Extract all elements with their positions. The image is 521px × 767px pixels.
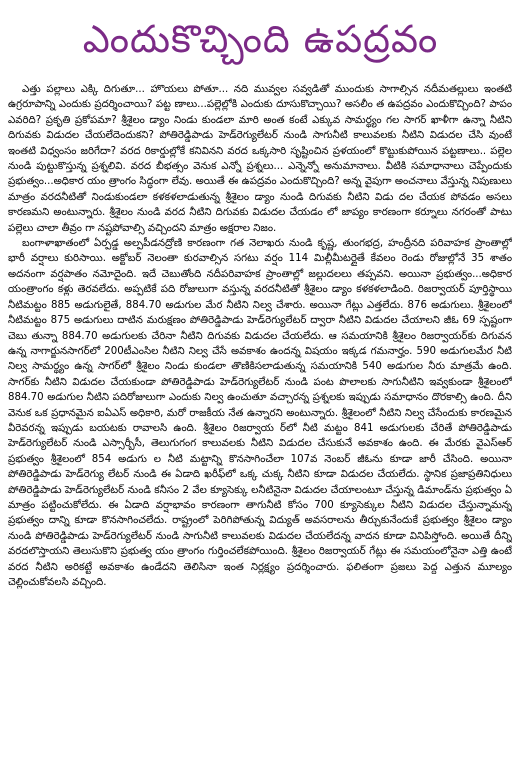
article-body bbox=[8, 82, 512, 762]
article-paragraph-2: బంగాళాఖాతంలో ఏర్పడ్డ అల్పపీడనద్రోణి కారణంగా గత నెలాఖరు నుండి కృష్ణ, తుంగభద్ర, హంద్రీనది పరివాహక ప్రాంతాల్లో భారీ వర్షాలు కురిసాయి. అక్టోబర్ నెలంతా కురవాల్సిన సగటు వర్షం 114 మిల్లీమీటర్లైతే కేవలం రెండు రోజుల్లోనే 35 శాతం అదనంగా వర్షపాతం నమోదైంది. ఇదే చెబుతోంది నదీపరివాహక ప్రాంతాల్లో జల్లుదలలు తప్పవని. అయినా ప్రభుత్వం...అధికార యంత్రాంగం కళ్లు తెరవలేదు. అప్పటికే పది రోజులుగా వస్తున్న వరదనీటితో శ్రీశైలం డ్యాం కళకళలాడింది. రిజర్వాయర్ పూర్తిస్థాయి నీటిమట్టం 885 అడుగులైతే, 884.70 అడుగుల మేర నీటిని నిల్వ చేశారు. అయినా గేట్లు ఎత్తలేదు. 876 అడుగులు. శ్రీశైలంలో నీటిమట్టం 875 అడుగులు దాటిన మరుక్షణం పోతిరెడ్డిపాడు హెడ్‌రెగ్యులేటర్ ద్వారా నీటిని విడుదల చేయాలని జీఓ 69 స్పష్టంగా చెబు తున్నా 884.70 అడుగులకు చేరినా నీటిని దిగువకు విడుదల చేయలేదు. ఆ సమయానికి శ్రీశైలం రిజర్వాయర్‌కు దిగువన ఉన్న నాగార్జునసాగర్‌లో 200టీఎంసిల నీటిని నిల్వ చేసే అవకాశం ఉందన్న విషయం ఇక్కడ గమనార్హం. 590 అడుగులమేర నీటి నిల్వ సామర్థ్యం ఉన్న సాగర్‌లో శ్రీశైలం నిండు కుండలా తొణికిసలాడుతున్న సమయానికి 540 అడుగుల నీరు మాత్రమే ఉంది. సాగర్‌కు నీటిని విడుదల చేయకుండా పోతిరెడ్డిపాడు హెడ్‌రెగ్యులేటర్ నుండి పంట పొలాలకు సాగునీటిని ఇవ్వకుండా శ్రీశైలంలో 884.70 అడుగుల నీటిని పదిరోజులుగా ఎందుకు నిల్వ ఉంచుతూ వచ్చారన్న ప్రశ్నలకు ఇప్పుడు సమాధానం దొరకాల్సి ఉంది. దీని వెనుక ఒక ప్రధానమైన ఐఏఎస్ అధికారి, మరో రాజకీయ నేత ఉన్నారని అంటున్నారు. శ్రీశైలంలో నీటిని నిల్వ చేసేందుకు కారణమైన వీరెవరన్న ఇప్పుడు బయటకు రావాలసి ఉంది. శ్రీశైలం రిజర్వాయ ర్‌లో నీటి మట్టం 841 అడుగులకు చేరితే పోతిరెడ్డిపాడు హెడ్‌రెగ్యులేటర్ నుండి ఎస్సార్బీసీ, తెలుగుగంగ కాలువలకు నీటిని విడుదల చేసుకునే అవకాశం ఉంది. ఈ మేరకు వైఎస్ఆర్ ప్రభుత్వం శ్రీశైలంలో 854 అడుగు ల నీటి మట్టాన్ని కొనసాగించేలా 107వ నెంబర్ జీఓను కూడా జారీ చేసింది. అయినా పోతిరెడ్డిపాడు హెడ్‌రెగ్యు లేటర్ నుండి ఈ ఏడాది ఖరీఫ్‌లో ఒక్క చుక్క నీటిని కూడా విడుదల చేయలేదు. స్థానిక ప్రజాప్రతినిధులు పోతిరెడ్డిపాడు హెడ్‌రెగ్యులేటర్ నుండి కనీసం 2 వేల క్యూసెక్కు లనీటినైనా విడుదల చేయాలంటూ చేస్తున్న డిమాండ్‌ను ప్రభుత్వం ఏ మాత్రం పట్టించుకోలేదు. ఈ ఏడాది వర్షాభావం కారణంగా తాగునీటి కోసం 700 క్యూసెక్కుల నీటిని విడుదల చేస్తున్నామన్న ప్రభుత్వం దాన్ని కూడా కొనసాగించలేదు. రాష్ట్రంలో పెరిగిపోతున్న విద్యుత్ అవసరాలను తీర్చుకునేందుకే ప్రభుత్వం శ్రీశైలం డ్యాం నుండి పోతిరెడ్డిపాడు హెడ్‌రెగ్యులేటర్ నుండి సాగునీటి కాలువలకు విడుదల చేయలేదన్న వాదన కూడా వినిపిస్తోంది. అయితే దీన్ని వరదలొస్తాయని తెలుసుకొని ప్రభుత్వ యం త్రాంగం గుర్తించలేకపోయింది. శ్రీశైలం రిజర్వాయర్ గేట్లు ఈ సమయంలోనైనా ఎత్తి ఉంటే వరద నీటిని అరికట్టే అవకాశం ఉండేదని తెలిసినా ఇంత నిర్లక్ష్యం ప్రదర్శించారు. ఫలితంగా ప్రజలు పెద్ద ఎత్తున మూల్యం చెల్లించుకోవలసి వచ్చింది. bbox=[8, 238, 512, 588]
headline: ఎందుకొచ్చింది ఉపద్రవం bbox=[82, 17, 439, 61]
article-paragraph-1: ఎత్తు పల్లాలు ఎక్కి దిగుతూ... హొయలు పోతూ... నది మువ్వల సవ్వడితో ముందుకు సాగాల్సిన నదీమతల్లులు ఇంతటి ఉగ్రరూపాన్ని ఎందుకు ప్రదర్శించాయి? పట్ట ణాలు...పల్లెల్లోకి ఎందుకు దూసుకొచ్చాయి? అసలీం త ఉపద్రవం ఎందుకొచ్చింది? పాపం ఎవరిది? ప్రకృతి ప్రకోపమా? శ్రీశైలం డ్యాం నిండు కుండలా మారి అంత కంటే ఎక్కువ సామర్థ్యం గల సాగర్ ఖాళీగా ఉన్నా నీటిని దిగువకు విడుదల చేయలేదెందుకని? పోతిరెడ్డిపాడు హెడ్‌రెగ్యులేటర్ నుండి సాగునీటి కాలువలకు నీటిని విడుదల చేసి వుంటే ఇంతటి విధ్వంసం జరిగేదా? వరద రికార్డుల్లోకే కనివినని వరద ఒక్కసారి సృష్టించిన ప్రళయంలో కొట్టుకుపోయిన పట్టణాలు.. పల్లెల నుండి పుట్టుకొస్తున్న ప్రశ్నలివి. వరద బీభత్సం వెనుక ఎన్నో ప్రశ్నలు... ఎన్నెన్నో అనుమానాలు. వీటికి సమాధానాలు చెప్పేందుకు ప్రభుత్వం...అధికార యం త్రాంగం సిద్ధంగా లేవు. అయితే ఈ ఉపద్రవం ఎందుకొచ్చింది? అన్న వైపుగా అంచనాలు వేస్తున్న నిపుణులు మాత్రం వరదనీటితో నిండుకుండలా కళకళలాడుతున్న శ్రీశైలం డ్యాం నుండి దిగువకు నీటిని విడు దల చేయక పోవడం అసలు కారణమని అంటున్నారు. శ్రీశైలం నుండి వరద నీటిని దిగువకు విడుదల చేయడం లో జాప్యం కారణంగా కర్నూలు నగరంతో పాటు పల్లెలు చాలా తీవ్రం గా నష్టపోవాల్సి వచ్చిందని మాత్రం అక్షరాల నిజం. bbox=[8, 84, 512, 234]
